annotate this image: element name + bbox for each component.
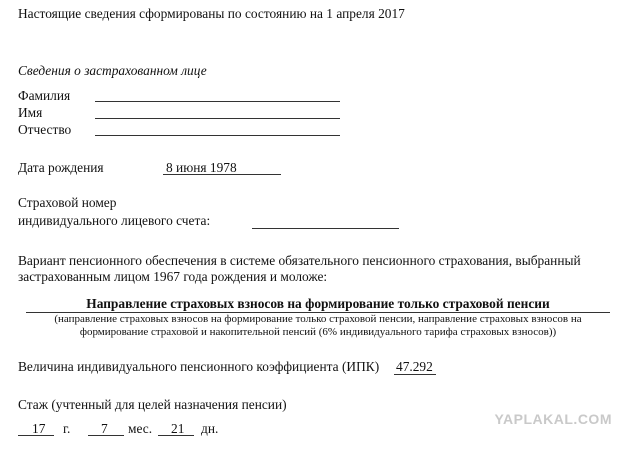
- experience-years-value: 17: [32, 421, 46, 436]
- experience-days-value: 21: [171, 421, 185, 436]
- name-field-line: [95, 118, 340, 119]
- report-date-header: Настоящие сведения сформированы по состоянию на 1 апреля 2017: [18, 6, 405, 21]
- surname-field-line: [95, 101, 340, 102]
- surname-label: Фамилия: [18, 88, 71, 103]
- insurance-number-field-line: [252, 228, 399, 229]
- ipk-underline: [394, 374, 436, 375]
- patronymic-label: Отчество: [18, 122, 72, 137]
- pension-note-line2: формирование страховой и накопительной пенсий (6% индивидуального тарифа страховых взносов)): [79, 326, 557, 338]
- experience-years-underline: [18, 435, 54, 436]
- birth-date-underline: [163, 174, 281, 175]
- birth-date-value: 8 июня 1978: [166, 160, 237, 175]
- name-label: Имя: [18, 105, 43, 120]
- birth-date-label: Дата рождения: [18, 160, 104, 175]
- pension-intro-line2: застрахованным лицом 1967 года рождения и моложе:: [18, 269, 328, 284]
- insured-section-title: Сведения о застрахованном лице: [18, 63, 207, 78]
- experience-months-value: 7: [101, 421, 108, 436]
- experience-months-underline: [88, 435, 124, 436]
- experience-years-unit: г.: [63, 421, 71, 436]
- insurance-number-label-line1: Страховой номер: [18, 195, 117, 210]
- ipk-label: Величина индивидуального пенсионного коэффициента (ИПК): [18, 359, 380, 374]
- ipk-value: 47.292: [396, 359, 433, 374]
- pension-intro-line1: Вариант пенсионного обеспечения в системе обязательного пенсионного страхования, выбранный: [18, 253, 581, 268]
- site-watermark: YAPLAKAL.COM: [494, 411, 612, 427]
- pension-note-line1: (направление страховых взносов на формирование только страховой пенсии, направление страховых взносов на: [54, 313, 582, 325]
- experience-days-unit: дн.: [201, 421, 219, 436]
- experience-months-unit: мес.: [128, 421, 153, 436]
- experience-days-underline: [158, 435, 194, 436]
- insurance-number-label-line2: индивидуального лицевого счета:: [18, 213, 211, 228]
- experience-label: Стаж (учтенный для целей назначения пенсии): [18, 397, 287, 412]
- pension-option-title: Направление страховых взносов на формирование только страховой пенсии: [86, 296, 550, 311]
- patronymic-field-line: [95, 135, 340, 136]
